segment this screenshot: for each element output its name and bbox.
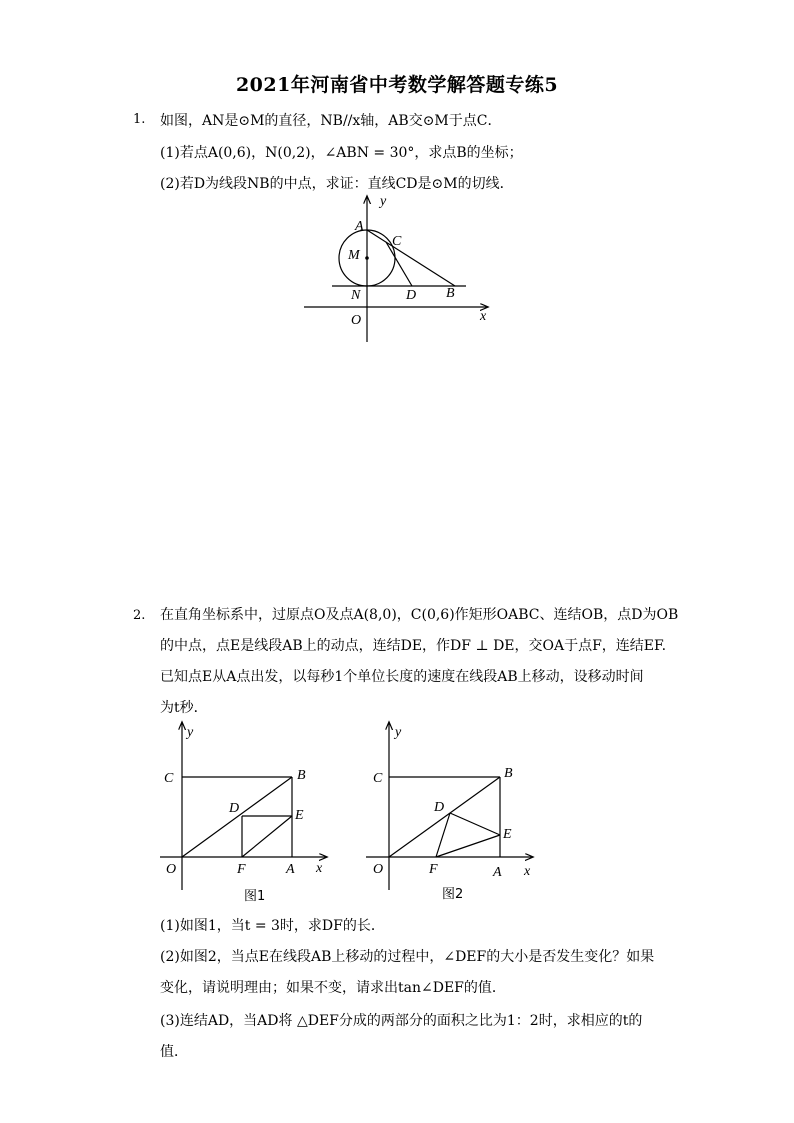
q1-label-b: B — [446, 286, 455, 301]
q1-label-d: D — [406, 288, 417, 303]
q1-label-o: O — [351, 313, 362, 328]
fig1-label-d: D — [229, 801, 240, 816]
q1-part-1: (1)若点A(0,6)，N(0,2)，∠ABN = 30°，求点B的坐标； — [160, 145, 523, 161]
q1-label-y: y — [380, 194, 387, 209]
fig1-label-o: O — [166, 862, 177, 877]
question-number-2: 2. — [133, 608, 146, 623]
fig2-label-d: D — [434, 800, 445, 815]
q2-part-1: (1)如图1，当t = 3时，求DF的长． — [160, 918, 385, 934]
q1-label-a: A — [355, 219, 364, 234]
fig2-caption: 图2 — [442, 887, 464, 902]
q2-stem-line-3: 已知点E从A点出发，以每秒1个单位长度的速度在线段AB上移动，设移动时间 — [160, 669, 644, 685]
q2-part-3-line-1: (3)连结AD，当AD将 △DEF分成的两部分的面积之比为1：2时，求相应的t的 — [160, 1013, 643, 1029]
fig2-label-b: B — [504, 766, 513, 781]
fig1-caption: 图1 — [244, 889, 266, 904]
fig2-label-y: y — [395, 725, 402, 740]
q1-label-m: M — [348, 248, 360, 263]
fig1-label-e: E — [295, 808, 304, 823]
fig1-label-y: y — [187, 725, 194, 740]
fig1-label-b: B — [297, 768, 306, 783]
q1-label-c: C — [392, 234, 402, 249]
fig2-line-de — [450, 813, 500, 835]
fig2-label-x: x — [524, 864, 531, 879]
fig2-diagonal-ob — [389, 777, 500, 857]
fig2-label-a: A — [493, 865, 502, 880]
q1-stem: 如图，AN是⊙M的直径，NB//x轴，AB交⊙M于点C． — [160, 113, 502, 129]
q1-label-n: N — [351, 288, 361, 303]
q1-label-x: x — [480, 309, 487, 324]
q2-part-2-line-1: (2)如图2，当点E在线段AB上移动的过程中，∠DEF的大小是否发生变化？如果 — [160, 949, 655, 965]
q2-part-3-line-2: 值． — [160, 1044, 188, 1060]
question-number-1: 1. — [133, 112, 146, 127]
fig2-line-fe — [436, 835, 500, 857]
fig2-label-f: F — [429, 862, 438, 877]
fig2-label-c: C — [373, 771, 383, 786]
fig1-label-x: x — [316, 861, 323, 876]
fig2-label-o: O — [373, 862, 384, 877]
q2-stem-line-2: 的中点，点E是线段AB上的动点，连结DE，作DF ⊥ DE，交OA于点F，连结EF. — [160, 638, 667, 654]
page-title: 2021年河南省中考数学解答题专练5 — [235, 74, 559, 96]
q1-part-2: (2)若D为线段NB的中点，求证：直线CD是⊙M的切线． — [160, 176, 514, 192]
fig1-label-a: A — [286, 862, 295, 877]
fig1-label-c: C — [164, 771, 174, 786]
fig2-label-e: E — [503, 827, 512, 842]
fig2-line-df — [436, 813, 450, 857]
q2-part-2-line-2: 变化，请说明理由；如果不变，请求出tan∠DEF的值． — [160, 980, 506, 996]
q2-stem-line-4: 为t秒． — [160, 700, 208, 716]
fig1-label-f: F — [237, 862, 246, 877]
q2-stem-line-1: 在直角坐标系中，过原点O及点A(8,0)，C(0,6)作矩形OABC、连结OB，点D为OB — [160, 607, 679, 623]
